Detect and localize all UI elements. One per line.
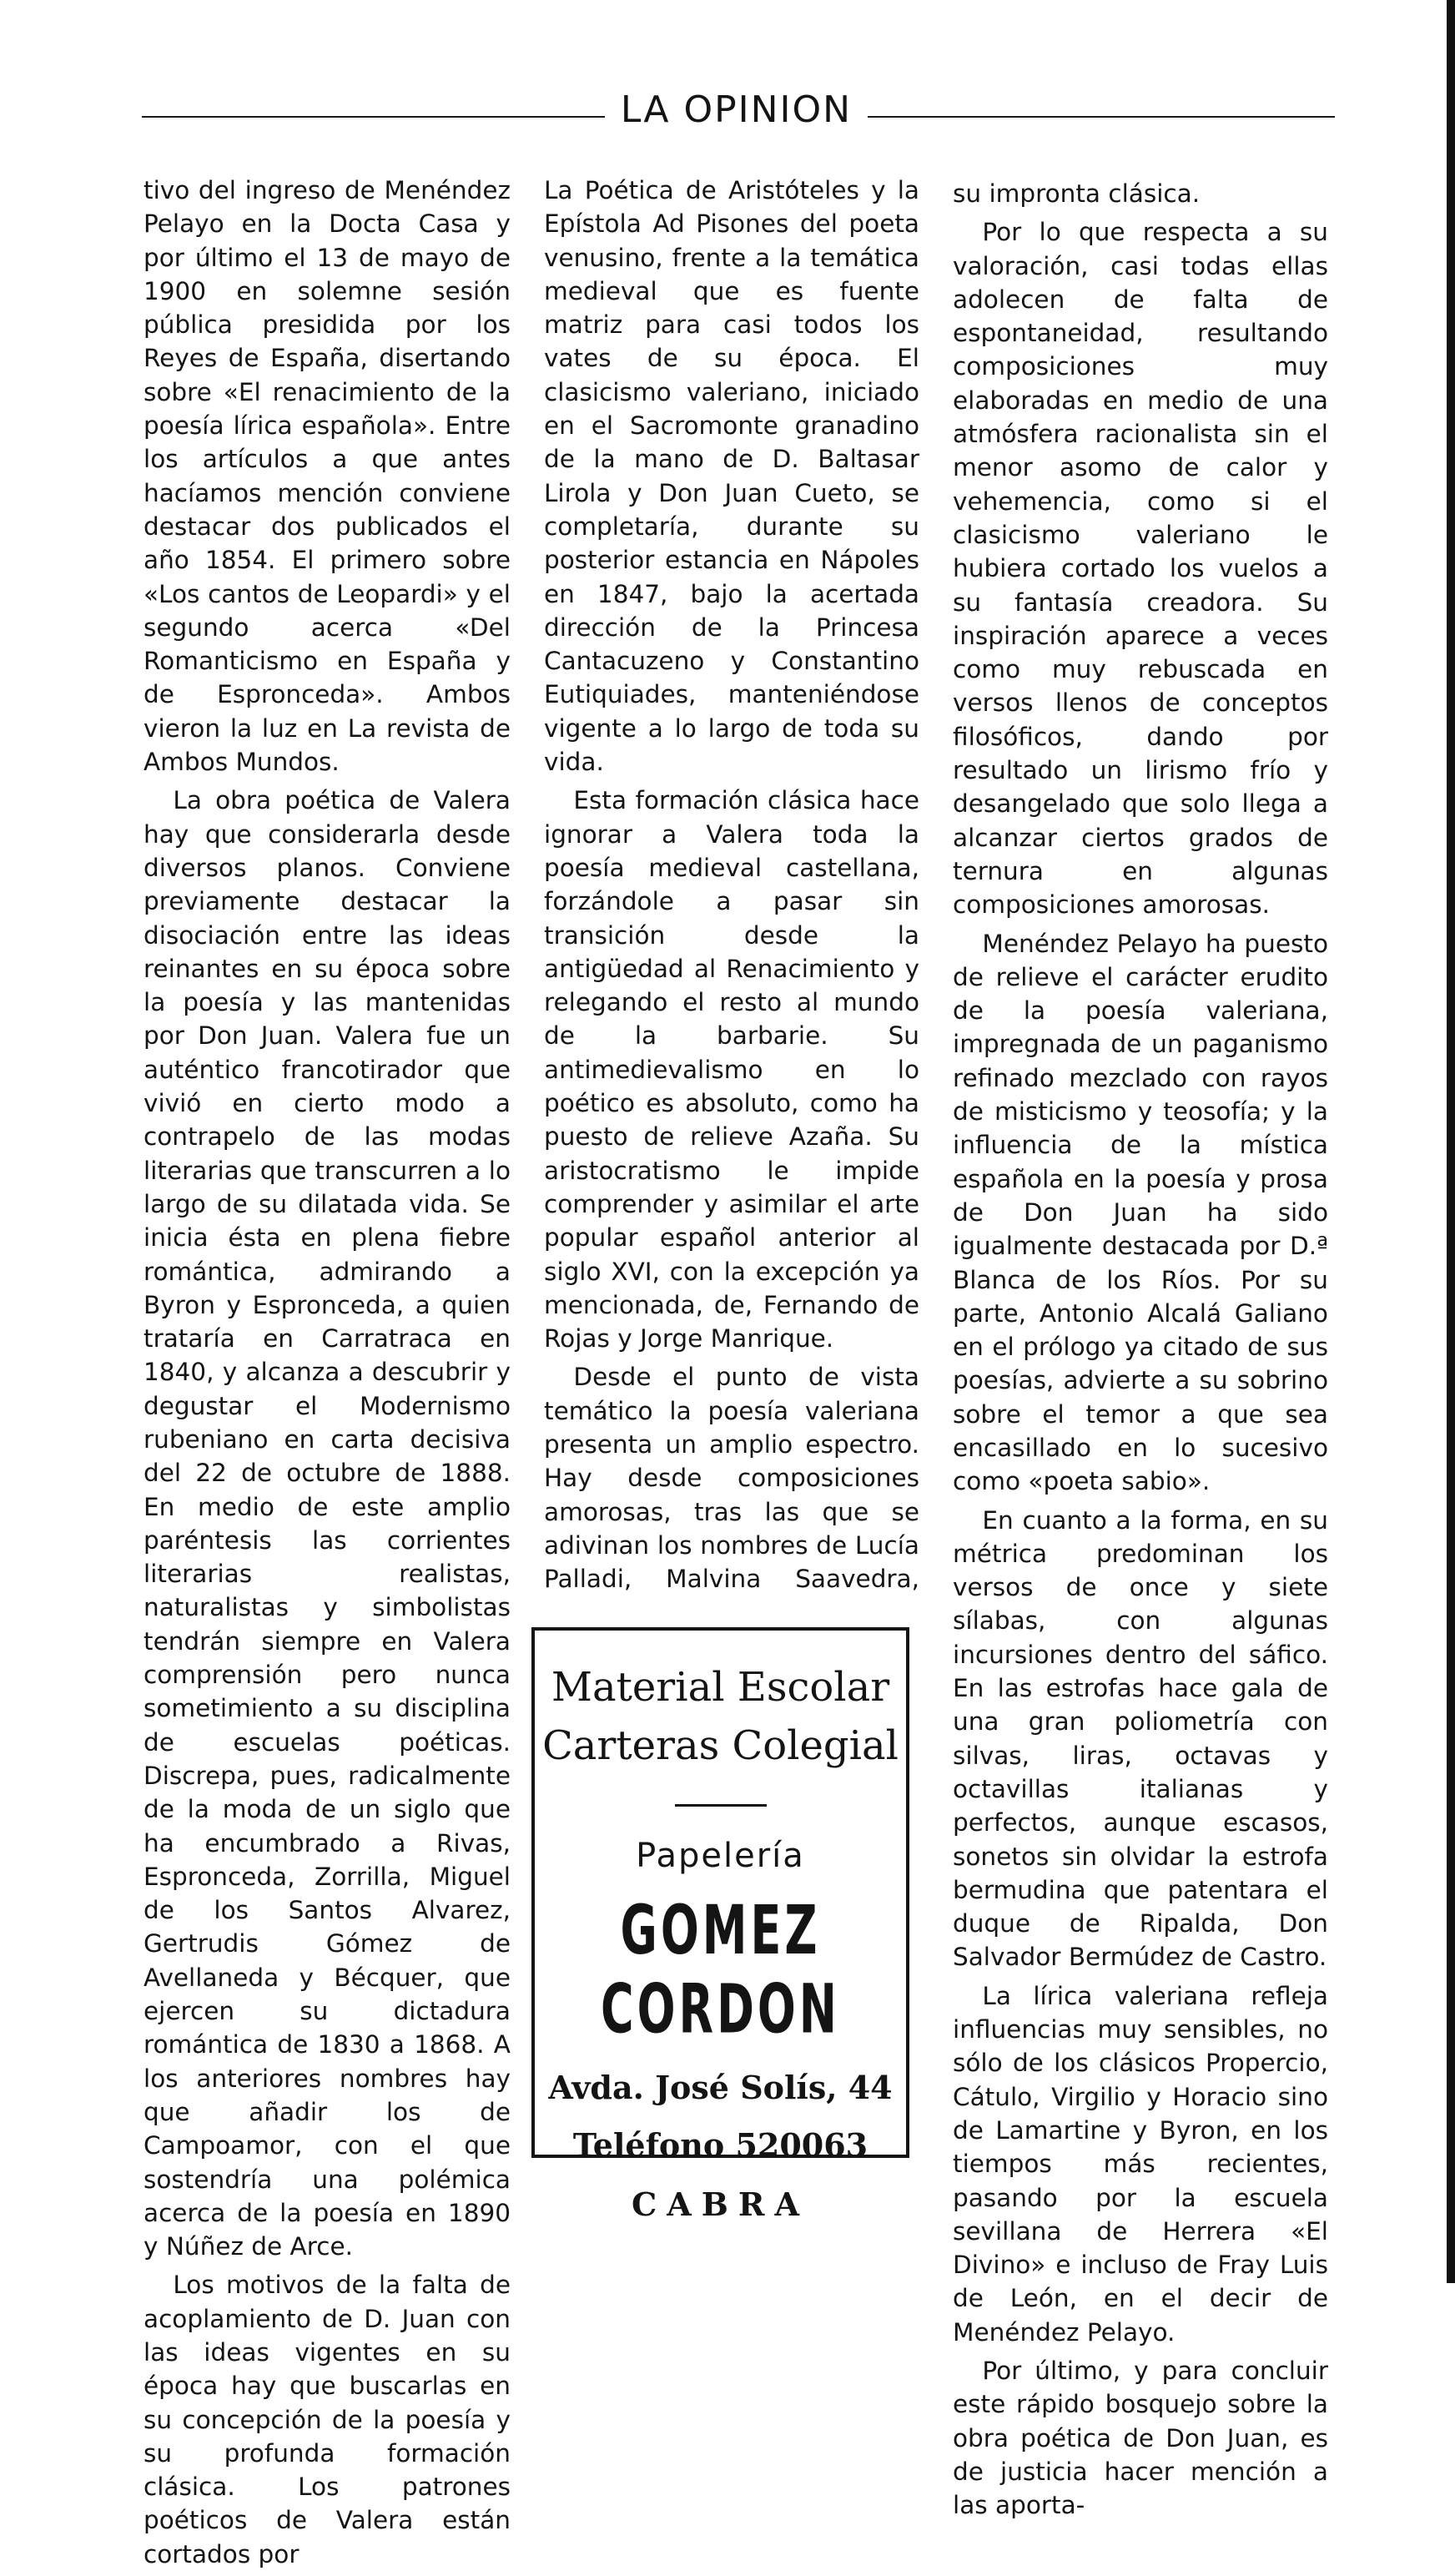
ad-line-material: Material Escolar	[551, 1664, 890, 1711]
column-2-text	[544, 174, 919, 1592]
article-column-1	[143, 174, 511, 2576]
paragraph: En cuanto a la forma, en su métrica predominan los versos de once y siete sílabas, con algunas incursiones dentro del sáfico. En las estrofas hace gala de una gran poliometría con silvas, liras, octavas y octavillas italianas y perfectos, aunque escasos, sonetos sin olvidar la estrofa bermudina que patentara el duque de Ripalda, Don Salvador Bermúdez de Castro.	[953, 1505, 1328, 1972]
article-column-2	[544, 174, 919, 1592]
paragraph: Los motivos de la falta de acoplamiento de D. Juan con las ideas vigentes en su época hay que buscarlas en su concepción de la poesía y su profunda formación clásica. Los patrones poéticos de Valera están cortados por	[143, 2271, 511, 2568]
paragraph: Esta formación clásica hace ignorar a Valera toda la poesía medieval castellana, forzándole a pasar sin transición desde la antigüedad al Renacimiento y relegando el resto al mundo de la barbarie. Su antimedievalismo en lo poético es absoluto, como ha puesto de relieve Azaña. Su aristocratismo le impide comprender y asimilar el arte popular español anterior al siglo XVI, con la excepción ya mencionada, de, Fernando de Rojas y Jorge Manrique.	[544, 786, 919, 1354]
ad-town: CABRA	[632, 2185, 809, 2223]
publication-title: LA OPINION	[620, 88, 853, 131]
ad-shop-type: Papelería	[636, 1837, 805, 1875]
ad-phone: Teléfono 520063	[572, 2126, 868, 2164]
advertisement-box	[531, 1627, 909, 2223]
ad-shop-name: GOMEZ CORDON	[601, 1891, 840, 2049]
paragraph: La lírica valeriana refleja influencias muy sensibles, no sólo de los clásicos Propercio, Cátulo, Virgilio y Horacio sino de Lamartine y Byron, en los tiempos más recientes, pasando por la escuela sevillana de Herrera «El Divino» e incluso de Fray Luis de León, en el decir de Menéndez Pelayo.	[953, 1981, 1328, 2347]
paragraph: La Poética de Aristóteles y la Epístola Ad Pisones del poeta venusino, frente a la temática medieval que es fuente matriz para casi todos los vates de su época. El clasicismo valeriano, iniciado en el Sacromonte granadino de la mano de D. Baltasar Lirola y Don Juan Cueto, se completaría, durante su posterior estancia en Nápoles en 1847, bajo la acertada dirección de la Princesa Cantacuzeno y Constantino Eutiquiades, manteniéndose vigente a lo largo de toda su vida.	[544, 176, 919, 777]
page-header	[142, 88, 1335, 139]
paragraph: Desde el punto de vista temático la poesía valeriana presenta un amplio espectro. Hay desde composiciones amorosas, tras las que se adivinan los nombres de Lucía Palladi, Malvina Saavedra,	[544, 1363, 919, 1592]
header-rule-left	[142, 116, 605, 118]
ad-line-carteras: Carteras Colegial	[542, 1722, 899, 1769]
article-column-3	[953, 177, 1328, 2527]
header-rule-right	[868, 116, 1335, 118]
ad-divider	[675, 1804, 767, 1807]
paragraph: tivo del ingreso de Menéndez Pelayo en la Docta Casa y por último el 13 de mayo de 1900 en solemne sesión pública presidida por los Reyes de España, disertando sobre «El renacimiento de la poesía lírica española». Entre los artículos a que antes hacíamos mención conviene destacar dos publicados el año 1854. El primero sobre «Los cantos de Leopardi» y el segundo acerca «Del Romanticismo en España y de Espronceda». Ambos vieron la luz en La revista de Ambos Mundos.	[143, 176, 511, 777]
paragraph: La obra poética de Valera hay que considerarla desde diversos planos. Conviene previamente destacar la disociación entre las ideas reinantes en su época sobre la poesía y las mantenidas por Don Juan. Valera fue un auténtico francotirador que vivió en cierto modo a contrapelo de las modas literarias que transcurren a lo largo de su dilatada vida. Se inicia ésta en plena fiebre romántica, admirando a Byron y Espronceda, a quien trataría en Carratraca en 1840, y alcanza a descubrir y degustar el Modernismo rubeniano en carta decisiva del 22 de octubre de 1888. En medio de este amplio paréntesis las corrientes literarias realistas, naturalistas y simbolistas tendrán siempre en Valera comprensión pero nunca sometimiento a su disciplina de escuelas poéticas. Discrepa, pues, radicalmente de la moda de un siglo que ha encumbrado a Rivas, Espronceda, Zorrilla, Miguel de los Santos Alvarez, Gertrudis Gómez de Avellaneda y Bécquer, que ejercen su dictadura romántica de 1830 a 1868. A los anteriores nombres hay que añadir los de Campoamor, con el que sostendría una polémica acerca de la poesía en 1890 y Núñez de Arce.	[143, 786, 511, 2261]
page-edge-shadow	[1447, 0, 1455, 2283]
paragraph: Por lo que respecta a su valoración, casi todas ellas adolecen de falta de espontaneidad, resultando composiciones muy elaboradas en medio de una atmósfera racionalista sin el menor asomo de calor y vehemencia, como si el clasicismo valeriano le hubiera cortado los vuelos a su fantasía creadora. Su inspiración aparece a veces como muy rebuscada en versos llenos de conceptos filosóficos, dando por resultado un lirismo frío y desangelado que solo llega a alcanzar ciertos grados de ternura en algunas composiciones amorosas.	[953, 218, 1328, 920]
paragraph: su impronta clásica.	[953, 179, 1201, 208]
paragraph: Menéndez Pelayo ha puesto de relieve el carácter erudito de la poesía valeriana, impregnada de un paganismo refinado mezclado con rayos de misticismo y teosofía; y la influencia de la mística española en la poesía y prosa de Don Juan ha sido igualmente destacada por D.ª Blanca de los Ríos. Por su parte, Antonio Alcalá Galiano en el prólogo ya citado de sus poesías, advierte a su sobrino sobre el temor a que sea encasillado en lo sucesivo como «poeta sabio».	[953, 929, 1328, 1496]
ad-address: Avda. José Solís, 44	[548, 2069, 893, 2106]
paragraph: Por último, y para concluir este rápido bosquejo sobre la obra poética de Don Juan, es de justicia hacer mención a las aporta-	[953, 2357, 1328, 2520]
